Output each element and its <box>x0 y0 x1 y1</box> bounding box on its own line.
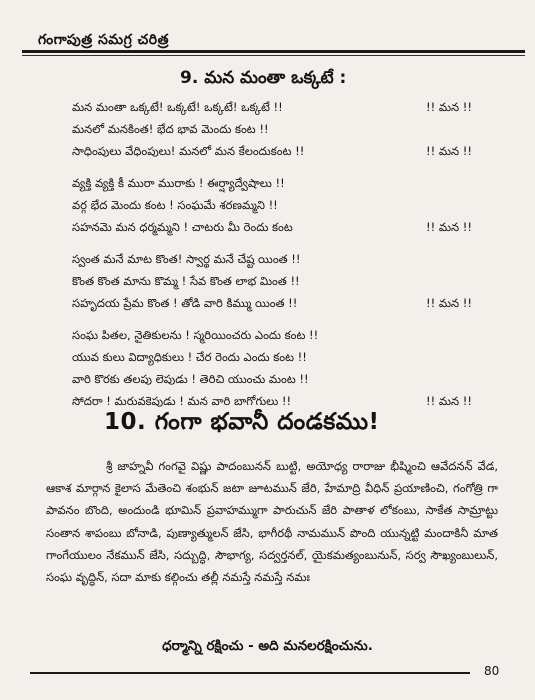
section-heading-9: 9. మన మంతా ఒక్కటే : <box>180 68 347 88</box>
poem-line <box>72 248 512 270</box>
poem-line-text: వర్గ భేద మెందు కంట ! సంఘమే శరణమ్మని !! <box>72 198 278 212</box>
poem-line <box>72 140 512 162</box>
poem-line-text: కొంత కొంత మాను కొమ్మ ! సేవ కొంత లాభ మింత !! <box>72 274 300 288</box>
running-header-title: గంగాపుత్ర సమగ్ర చరిత్ర <box>38 32 169 48</box>
poem-line <box>72 324 512 346</box>
poem-body <box>72 96 512 422</box>
refrain: !! మన !! <box>426 144 472 158</box>
poem-line-text: మనలో మనకింత! భేద భావ మెందు కంట !! <box>72 122 269 136</box>
poem-line-text: మన మంతా ఒక్కటే! ఒక్కటే! ఒక్కటే! ఒక్కటే !! <box>72 100 283 114</box>
poem-line <box>72 96 512 118</box>
stanza <box>72 248 512 314</box>
poem-line <box>72 172 512 194</box>
section-heading-10: 10. గంగా భవానీ దండకము! <box>104 409 380 435</box>
poem-line-text: యువ కులు విద్యాధికులు ! చేర రెందు ఎందు కంట !! <box>72 350 307 364</box>
poem-line-text: సహనమె మన ధర్మమ్మని ! చాటరు మీ రెందు కంట <box>72 220 293 234</box>
stanza <box>72 324 512 412</box>
header-rule <box>22 50 525 53</box>
stanza <box>72 96 512 162</box>
poem-line-text: సాధింపులు వేధింపులు! మనలో మన కేలందుకంట !! <box>72 144 305 158</box>
footer-rule <box>30 672 470 674</box>
poem-line-text: సహృదయ ప్రేమ కొంత ! తోడి వారి కిమ్ము యింత !! <box>72 296 298 310</box>
poem-line-text: సోదరా ! మరువకెపుడు ! మన వారి బాగోగులు !! <box>72 394 292 408</box>
dandakam-paragraph: శ్రీ జాహ్నవీ గంగవై విష్ణు పాదంబునన్ బుట్టి, అయోధ్య రారాజు భీష్మించి ఆవేదనన్ వేడ, ఆకాశ మార్గాన కైలాస మేతెంచి శంభున్ జటా జూటమున్ జేరి, హేమాద్రి వీధిన్ ప్రయాణించి, గంగోత్రి గా పావనం బొంది, అందుండి భూమిన్ ప్రవాహమ్ముగా పారుచున్ జేరి పాతాళ లోకంబు, సాకేత సామ్రాట్టు సంతాన శాపంబు బోనాడి, పుణ్యాత్ములన్ జేసి, భాగీరథీ నామమున్ పొంది యున్నట్టి మందాకినీ మాత గాంగేయులం నేకమున్ జేసి, సద్బుద్ధి, సౌభాగ్య, సద్వర్తనల్, యైకమత్యంబునున్, సర్వ సౌఖ్యంబులున్, సంఘ వృద్ధిన్, సదా మాకు కల్గించు తల్లీ నమస్తే నమస్తే నమః <box>46 459 498 585</box>
poem-line-text: సంఘ పితల, నైతికులను ! స్మరియించరు ఎందు కంట !! <box>72 328 319 342</box>
poem-line <box>72 118 512 140</box>
poem-line <box>72 194 512 216</box>
poem-line-text: వారి కొరకు తలపు లెపుడు ! తెరిచి యుంచు మంట !! <box>72 372 309 386</box>
refrain: !! మన !! <box>426 100 472 114</box>
refrain: !! మన !! <box>426 220 472 234</box>
refrain: !! మన !! <box>426 394 472 408</box>
poem-line-text: వ్యక్తి వ్యక్తి కీ మురా మురాకు ! ఈర్ష్యాద్వేషాలు !! <box>72 176 285 190</box>
stanza <box>72 172 512 238</box>
poem-line <box>72 292 512 314</box>
poem-line <box>72 270 512 292</box>
poem-line <box>72 368 512 390</box>
refrain: !! మన !! <box>426 296 472 310</box>
page-number: 80 <box>484 664 500 678</box>
header-rule-thin <box>22 55 525 56</box>
poem-line <box>72 346 512 368</box>
poem-line <box>72 216 512 238</box>
footer-quote: ధర్మాన్ని రక్షించు - అది మనలరక్షించును. <box>162 638 373 654</box>
poem-line-text: స్వంత మనే మాట కొంత! స్వార్థ మనే చేష్ట యింత !! <box>72 252 301 266</box>
